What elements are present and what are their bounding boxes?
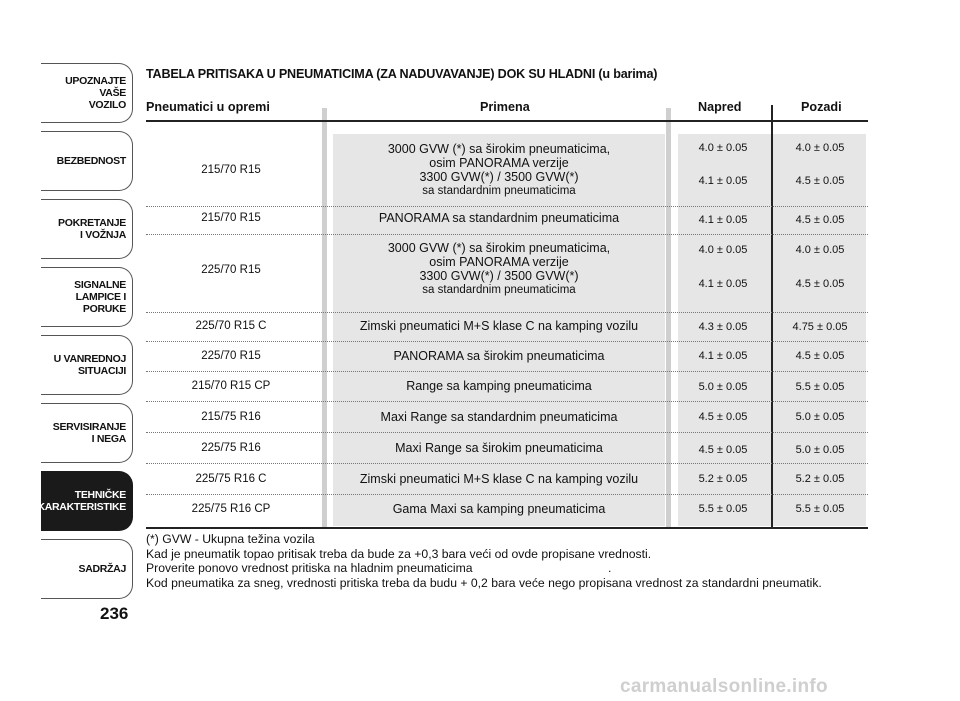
rear-pressure: 5.2 ± 0.05	[795, 473, 845, 485]
tire-size: 225/75 R16 C	[195, 473, 267, 485]
usage-line: 3300 GVW(*) / 3500 GVW(*)	[419, 269, 579, 283]
usage-line: 3000 GVW (*) sa širokim pneumaticima,	[387, 241, 611, 255]
row-separator	[146, 206, 868, 207]
usage-cell	[333, 211, 665, 225]
tab-sadrzaj[interactable]	[41, 539, 133, 599]
tire-size: 225/75 R16 CP	[191, 503, 271, 515]
front-pressure: 4.1 ± 0.05	[698, 175, 748, 187]
rear-pressure: 5.0 ± 0.05	[795, 444, 845, 456]
row-separator	[146, 401, 868, 402]
usage-line: Maxi Range sa standardnim pneumaticima	[380, 410, 618, 424]
page-number: 236	[100, 604, 129, 623]
tire-size: 215/70 R15	[201, 212, 261, 224]
usage-cell	[333, 410, 665, 424]
tab-label: TEHNIČKE KARAKTERISTIKE	[37, 489, 126, 513]
usage-line: Zimski pneumatici M+S klase C na kamping vozilu	[359, 472, 639, 486]
front-pressure: 5.0 ± 0.05	[698, 381, 748, 393]
tab-label: U VANREDNOJ SITUACIJI	[53, 353, 126, 377]
tab-label: BEZBEDNOST	[56, 155, 126, 167]
usage-line: PANORAMA sa širokim pneumaticima	[393, 349, 605, 363]
tab-label: UPOZNAJTE VAŠE VOZILO	[65, 75, 126, 111]
usage-line: Zimski pneumatici M+S klase C na kamping vozilu	[359, 319, 639, 333]
rear-pressure: 4.5 ± 0.05	[795, 175, 845, 187]
front-pressure: 5.5 ± 0.05	[698, 503, 748, 515]
footnote-snow-tyre: Kod pneumatika za sneg, vrednosti pritiska treba da budu + 0,2 bara veće nego propisana vrednost za standardni pneumatik.	[146, 575, 822, 590]
usage-line: sa standardnim pneumaticima	[422, 185, 576, 197]
rear-pressure: 5.5 ± 0.05	[795, 381, 845, 393]
footnote-warm-tyre: Kad je pneumatik topao pritisak treba da bude za +0,3 bara veći od ovde propisane vrednosti.	[146, 546, 652, 561]
usage-cell	[333, 319, 665, 333]
usage-cell	[333, 379, 665, 393]
tire-size: 225/70 R15	[201, 350, 261, 362]
usage-cell	[333, 142, 665, 198]
usage-line: sa standardnim pneumaticima	[422, 284, 576, 296]
rear-pressure: 5.0 ± 0.05	[795, 411, 845, 423]
row-separator	[146, 341, 868, 342]
front-pressure: 4.5 ± 0.05	[698, 411, 748, 423]
front-pressure: 4.1 ± 0.05	[698, 278, 748, 290]
tab-servisiranje-i-nega[interactable]	[41, 403, 133, 463]
table-bottom-rule	[146, 527, 868, 529]
tab-label: SIGNALNE LAMPICE I PORUKE	[74, 279, 126, 315]
tab-upoznajte-vase-vozilo[interactable]	[41, 63, 133, 123]
usage-line: PANORAMA sa standardnim pneumaticima	[378, 211, 620, 225]
header-usage: Primena	[480, 100, 530, 114]
usage-cell	[333, 349, 665, 363]
front-pressure: 5.2 ± 0.05	[698, 473, 748, 485]
tire-size: 225/75 R16	[201, 442, 261, 454]
row-separator	[146, 463, 868, 464]
footnote-gvw: (*) GVW - Ukupna težina vozila	[146, 532, 315, 546]
row-separator	[146, 234, 868, 235]
rear-pressure: 4.0 ± 0.05	[795, 142, 845, 154]
row-separator	[146, 312, 868, 313]
footnote-recheck: Proverite ponovo vrednost pritiska na hladnim pneumaticima .	[146, 561, 612, 575]
tire-size: 225/70 R15	[201, 264, 261, 276]
tab-pokretanje-i-voznja[interactable]	[41, 199, 133, 259]
tire-size: 215/70 R15	[201, 164, 261, 176]
usage-cell	[333, 502, 665, 516]
front-pressure: 4.0 ± 0.05	[698, 244, 748, 256]
row-separator	[146, 432, 868, 433]
header-front: Napred	[698, 100, 742, 114]
header-rear: Pozadi	[801, 100, 842, 114]
column-divider	[666, 108, 671, 527]
front-pressure: 4.1 ± 0.05	[698, 350, 748, 362]
header-tires: Pneumatici u opremi	[146, 100, 270, 114]
rear-pressure: 4.75 ± 0.05	[792, 321, 848, 333]
front-pressure: 4.1 ± 0.05	[698, 214, 748, 226]
tab-u-vanrednoj-situaciji[interactable]	[41, 335, 133, 395]
usage-cell	[333, 241, 665, 297]
table-top-rule	[146, 120, 868, 122]
rear-pressure: 4.5 ± 0.05	[795, 350, 845, 362]
tire-size: 215/70 R15 CP	[191, 380, 271, 392]
rear-pressure: 4.5 ± 0.05	[795, 214, 845, 226]
watermark: carmanualsonline.info	[620, 676, 828, 697]
row-separator	[146, 494, 868, 495]
tire-size: 225/70 R15 C	[195, 320, 267, 332]
table-title: TABELA PRITISAKA U PNEUMATICIMA (ZA NADUVAVANJE) DOK SU HLADNI (u barima)	[146, 67, 658, 81]
tab-label: POKRETANJE I VOŽNJA	[58, 217, 126, 241]
usage-line: Gama Maxi sa kamping pneumaticima	[392, 502, 606, 516]
usage-line: 3000 GVW (*) sa širokim pneumaticima,	[387, 142, 611, 156]
column-divider	[322, 108, 327, 527]
usage-cell	[333, 472, 665, 486]
front-pressure: 4.5 ± 0.05	[698, 444, 748, 456]
tab-bezbednost[interactable]	[41, 131, 133, 191]
front-pressure: 4.3 ± 0.05	[698, 321, 748, 333]
usage-line: Range sa kamping pneumaticima	[406, 379, 592, 393]
tab-label: SADRŽAJ	[78, 563, 126, 575]
tire-size: 215/75 R16	[201, 411, 261, 423]
tab-signalne-lampice[interactable]	[41, 267, 133, 327]
tab-tehnicke-karakteristike[interactable]	[37, 471, 133, 531]
front-pressure: 4.0 ± 0.05	[698, 142, 748, 154]
tab-label: SERVISIRANJE I NEGA	[52, 421, 126, 445]
usage-line: 3300 GVW(*) / 3500 GVW(*)	[419, 170, 579, 184]
rear-pressure: 4.0 ± 0.05	[795, 244, 845, 256]
usage-line: osim PANORAMA verzije	[429, 156, 569, 170]
row-separator	[146, 371, 868, 372]
rear-pressure: 5.5 ± 0.05	[795, 503, 845, 515]
rear-pressure: 4.5 ± 0.05	[795, 278, 845, 290]
usage-line: osim PANORAMA verzije	[429, 255, 569, 269]
usage-line: Maxi Range sa širokim pneumaticima	[395, 441, 603, 455]
usage-cell	[333, 441, 665, 455]
footnotes	[146, 532, 868, 590]
